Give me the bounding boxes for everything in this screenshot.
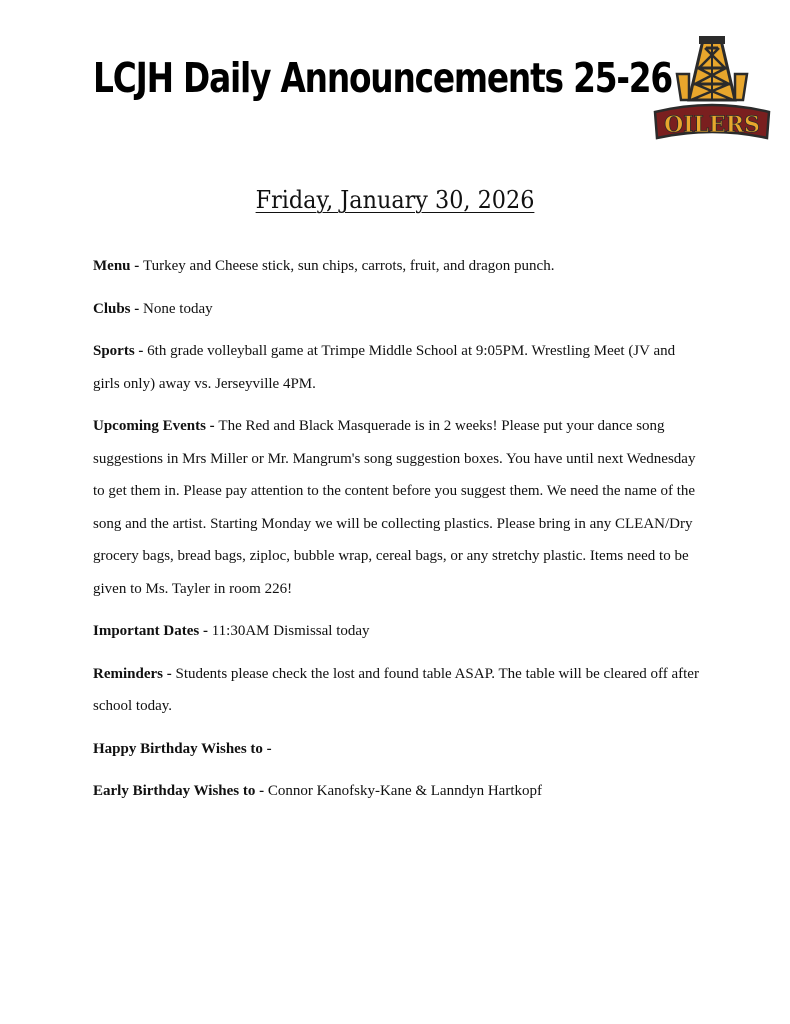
announcement-text: The Red and Black Masquerade is in 2 weeks! Please put your dance song suggestions in Mrs Miller or Mr. Mangrum's song suggestion boxes. You have until next Wednesday to get them in. Please pay attention to the content before you suggest them. We need the name of the song and the artist. Starting Monday we will be collecting plastics. Please bring in any CLEAN/Dry grocery bags, bread bags, ziploc, bubble wrap, cereal bags, or any stretchy plastic. Items need to be given to Ms. Tayler in room 226! xyxy=(93,418,696,597)
announcement-label: Important Dates - xyxy=(93,623,212,639)
announcement-label: Menu - xyxy=(93,258,143,274)
announcement-text: Turkey and Cheese stick, sun chips, carrots, fruit, and dragon punch. xyxy=(143,258,555,274)
announcements-list xyxy=(93,250,703,818)
svg-text:OILERS: OILERS xyxy=(664,112,760,138)
announcement-text: None today xyxy=(143,300,213,317)
announcement-text: Connor Kanofsky-Kane & Lanndyn Hartkopf xyxy=(267,783,542,799)
announcement-early-birthday xyxy=(93,775,703,808)
announcement-label: Clubs - xyxy=(93,300,144,317)
announcement-label: Happy Birthday Wishes to - xyxy=(93,740,272,757)
announcement-clubs xyxy=(93,293,703,326)
oilers-logo xyxy=(651,34,773,142)
announcement-label: Sports - xyxy=(93,343,148,359)
announcement-label: Upcoming Events - xyxy=(93,418,219,434)
announcement-upcoming-events xyxy=(93,410,703,605)
page-header xyxy=(93,52,672,108)
announcement-text: 6th grade volleyball game at Trimpe Middle School at 9:05PM. Wrestling Meet (JV and girls only) away vs. Jerseyville 4PM. xyxy=(93,343,676,392)
announcement-text: Students please check the lost and found table ASAP. The table will be cleared off after school today. xyxy=(93,665,699,714)
page-title: LCJH Daily Announcements 25-26 xyxy=(93,54,672,102)
announcement-reminders xyxy=(93,658,703,723)
announcement-label: Early Birthday Wishes to - xyxy=(93,783,268,799)
oil-derrick-icon xyxy=(651,34,773,142)
announcement-label: Reminders - xyxy=(93,665,176,682)
announcement-text: 11:30AM Dismissal today xyxy=(211,623,370,639)
date-heading: Friday, January 30, 2026 xyxy=(255,186,535,214)
announcement-menu xyxy=(93,250,703,283)
announcement-happy-birthday xyxy=(93,733,703,766)
announcement-important-dates xyxy=(93,615,703,648)
announcement-sports xyxy=(93,335,703,400)
